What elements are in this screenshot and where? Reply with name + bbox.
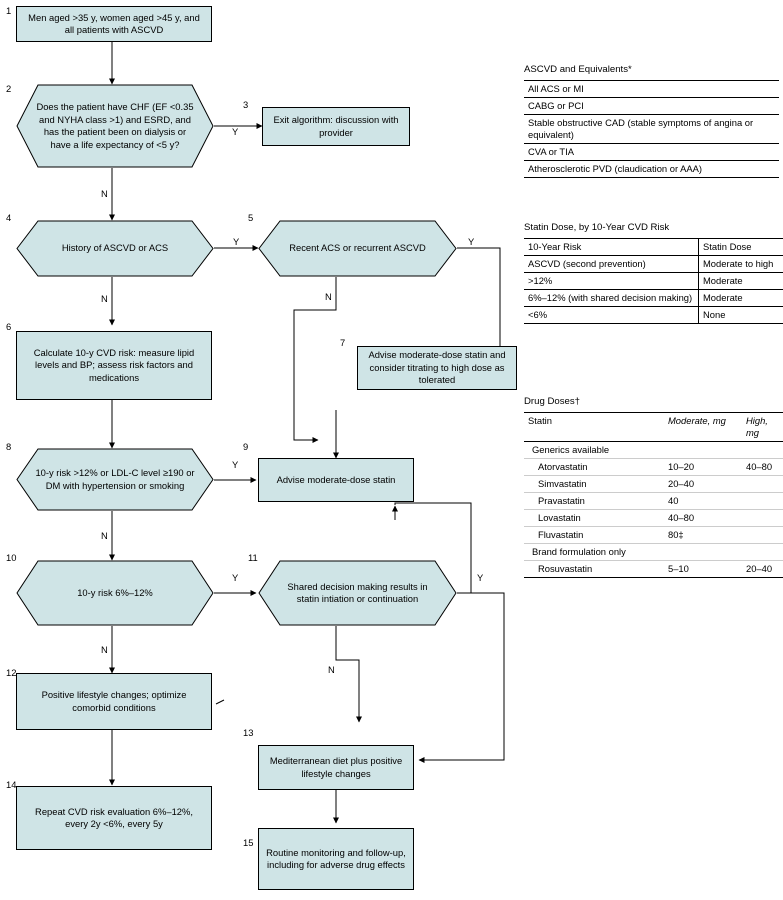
drug-g0-r2c0: Pravastatin bbox=[524, 493, 664, 510]
node-4[interactable] bbox=[16, 220, 214, 277]
node-5-label: Recent ACS or recurrent ASCVD bbox=[289, 242, 426, 254]
table-row bbox=[524, 161, 779, 178]
table-row bbox=[524, 290, 783, 307]
statin-dose-r1c1: Moderate bbox=[699, 273, 783, 290]
edge-label-8-no: N bbox=[101, 530, 108, 541]
node-2-label: Does the patient have CHF (EF <0.35 and NYHA class >1) and ESRD, and has the patient been on dialysis or have a life expectancy of <5 y? bbox=[36, 101, 194, 150]
node-number-9: 9 bbox=[243, 441, 249, 452]
node-12[interactable] bbox=[16, 673, 212, 730]
node-7-label: Advise moderate-dose statin and consider titrating to high dose as tolerated bbox=[368, 349, 506, 386]
drug-g0-r3c2 bbox=[742, 510, 783, 527]
edge-label-5-no: N bbox=[325, 291, 332, 302]
node-number-6: 6 bbox=[6, 321, 12, 332]
edge-label-4-yes: Y bbox=[233, 236, 240, 247]
statin-dose-r1c0: >12% bbox=[524, 273, 699, 290]
statin-dose-r0c1: Moderate to high bbox=[699, 256, 783, 273]
drug-g0-r1c0: Simvastatin bbox=[524, 476, 664, 493]
drug-group-1-label: Brand formulation only bbox=[524, 544, 783, 561]
ascvd-row-4: Atherosclerotic PVD (claudication or AAA) bbox=[524, 161, 779, 178]
node-3[interactable] bbox=[262, 107, 410, 146]
drug-g0-r0c0: Atorvastatin bbox=[524, 459, 664, 476]
node-14-label: Repeat CVD risk evaluation 6%–12%, every 2y <6%, every 5y bbox=[35, 805, 193, 829]
node-9[interactable] bbox=[258, 458, 414, 502]
table-row bbox=[524, 459, 783, 476]
drug-g0-r2c2 bbox=[742, 493, 783, 510]
statin-dose-r2c1: Moderate bbox=[699, 290, 783, 307]
table-row bbox=[524, 273, 783, 290]
ascvd-row-3: CVA or TIA bbox=[524, 144, 779, 161]
drug-g0-r4c0: Fluvastatin bbox=[524, 527, 664, 544]
drug-g0-r0c2: 40–80 bbox=[742, 459, 783, 476]
node-1-label: Men aged >35 y, women aged >45 y, and all patients with ASCVD bbox=[28, 11, 200, 35]
drug-g0-r1c1: 20–40 bbox=[664, 476, 742, 493]
edge-label-8-yes: Y bbox=[232, 459, 239, 470]
edge-label-2-no: N bbox=[101, 188, 108, 199]
table-row bbox=[524, 307, 783, 324]
table-row bbox=[524, 561, 783, 578]
node-4-label: History of ASCVD or ACS bbox=[61, 242, 169, 254]
table-row bbox=[524, 476, 783, 493]
drug-g0-r3c1: 40–80 bbox=[664, 510, 742, 527]
table-row bbox=[524, 81, 779, 98]
statin-dose-header-0: 10-Year Risk bbox=[524, 239, 699, 256]
table-row bbox=[524, 144, 779, 161]
drug-g0-r3c0: Lovastatin bbox=[524, 510, 664, 527]
statin-dose-table-title: Statin Dose, by 10-Year CVD Risk bbox=[524, 222, 670, 233]
ascvd-row-1: CABG or PCI bbox=[524, 98, 779, 115]
node-number-14: 14 bbox=[6, 779, 17, 790]
node-5[interactable] bbox=[258, 220, 457, 277]
drug-header-0: Statin bbox=[524, 413, 664, 442]
statin-dose-header-1: Statin Dose bbox=[699, 239, 783, 256]
ascvd-table bbox=[524, 80, 779, 178]
node-number-13: 13 bbox=[243, 727, 254, 738]
node-12-label: Positive lifestyle changes; optimize comorbid conditions bbox=[41, 689, 187, 713]
node-number-12: 12 bbox=[6, 667, 17, 678]
table-row bbox=[524, 527, 783, 544]
edge-label-4-no: N bbox=[101, 293, 108, 304]
table-header-row bbox=[524, 239, 783, 256]
drug-g0-r4c2 bbox=[742, 527, 783, 544]
drug-header-1: Moderate, mg bbox=[664, 413, 742, 442]
node-number-7: 7 bbox=[340, 337, 346, 348]
table-group-row bbox=[524, 442, 783, 459]
node-9-label: Advise moderate-dose statin bbox=[276, 473, 396, 485]
node-8[interactable] bbox=[16, 448, 214, 511]
node-11-label: Shared decision making results in statin intiation or continuation bbox=[287, 580, 428, 604]
edge-label-5-yes: Y bbox=[468, 236, 475, 247]
edge-label-10-yes: Y bbox=[232, 572, 239, 583]
table-row bbox=[524, 98, 779, 115]
node-number-4: 4 bbox=[6, 212, 12, 223]
node-number-15: 15 bbox=[243, 837, 254, 848]
node-number-1: 1 bbox=[6, 5, 12, 16]
node-number-2: 2 bbox=[6, 83, 12, 94]
node-6-label: Calculate 10-y CVD risk: measure lipid levels and BP; assess risk factors and medications bbox=[33, 346, 195, 383]
ascvd-row-2: Stable obstructive CAD (stable symptoms of angina or equivalent) bbox=[524, 115, 779, 144]
edge-label-11-no: N bbox=[328, 664, 335, 675]
node-10-label: 10-y risk 6%–12% bbox=[77, 586, 153, 598]
edge-label-2-yes: Y bbox=[232, 126, 239, 137]
ascvd-table-title: ASCVD and Equivalents* bbox=[524, 64, 632, 75]
node-7[interactable] bbox=[357, 346, 517, 390]
node-10[interactable] bbox=[16, 560, 214, 626]
node-number-11: 11 bbox=[248, 552, 258, 563]
node-number-10: 10 bbox=[6, 552, 17, 563]
node-15[interactable] bbox=[258, 828, 414, 890]
drug-g0-r1c2 bbox=[742, 476, 783, 493]
edge-label-11-yes: Y bbox=[477, 572, 484, 583]
ascvd-row-0: All ACS or MI bbox=[524, 81, 779, 98]
drug-header-2: High, mg bbox=[742, 413, 783, 442]
drug-g0-r0c1: 10–20 bbox=[664, 459, 742, 476]
table-row bbox=[524, 493, 783, 510]
drug-group-0-label: Generics available bbox=[524, 442, 783, 459]
drug-g1-r0c2: 20–40 bbox=[742, 561, 783, 578]
node-13-label: Mediterranean diet plus positive lifestyle changes bbox=[269, 755, 403, 779]
node-15-label: Routine monitoring and follow-up, including for adverse drug effects bbox=[266, 846, 406, 870]
node-number-5: 5 bbox=[248, 212, 254, 223]
table-row bbox=[524, 510, 783, 527]
drug-doses-table bbox=[524, 412, 783, 578]
table-row bbox=[524, 256, 783, 273]
table-header-row bbox=[524, 413, 783, 442]
node-11[interactable] bbox=[258, 560, 457, 626]
node-1[interactable] bbox=[16, 6, 212, 42]
node-3-label: Exit algorithm: discussion with provider bbox=[273, 114, 399, 138]
statin-dose-r3c1: None bbox=[699, 307, 783, 324]
node-number-8: 8 bbox=[6, 441, 12, 452]
node-6[interactable] bbox=[16, 331, 212, 400]
table-group-row bbox=[524, 544, 783, 561]
drug-g0-r4c1: 80‡ bbox=[664, 527, 742, 544]
drug-g0-r2c1: 40 bbox=[664, 493, 742, 510]
node-8-label: 10-y risk >12% or LDL-C level ≥190 or DM with hypertension or smoking bbox=[35, 467, 195, 491]
statin-dose-r2c0: 6%–12% (with shared decision making) bbox=[524, 290, 699, 307]
statin-dose-r0c0: ASCVD (second prevention) bbox=[524, 256, 699, 273]
statin-dose-table bbox=[524, 238, 783, 324]
node-2[interactable] bbox=[16, 84, 214, 168]
drug-doses-table-title: Drug Doses† bbox=[524, 396, 580, 407]
table-row bbox=[524, 115, 779, 144]
node-14[interactable] bbox=[16, 786, 212, 850]
drug-g1-r0c0: Rosuvastatin bbox=[524, 561, 664, 578]
statin-dose-r3c0: <6% bbox=[524, 307, 699, 324]
edge-label-10-no: N bbox=[101, 644, 108, 655]
node-13[interactable] bbox=[258, 745, 414, 790]
drug-g1-r0c1: 5–10 bbox=[664, 561, 742, 578]
node-number-3: 3 bbox=[243, 99, 249, 110]
